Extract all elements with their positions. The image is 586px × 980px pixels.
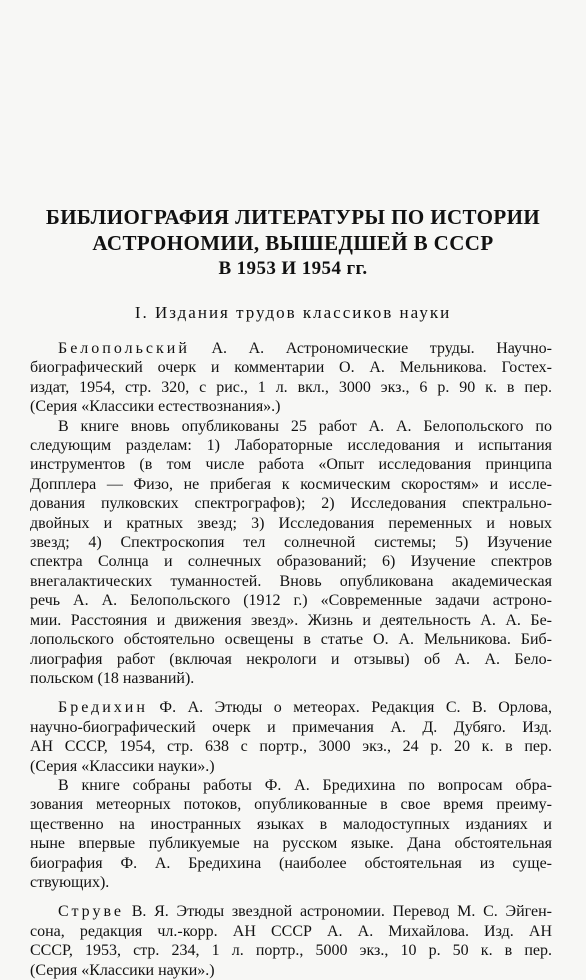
entry-citation-text: А. А. Астрономические труды. Научно- (189, 340, 552, 357)
annotation-line: речь А. А. Белопольского (1912 г.) «Современные задачи астроно- (30, 592, 552, 610)
section-heading: I. Издания трудов классиков науки (134, 303, 452, 322)
annotation-line: мии. Расстояния и движения звезд». Жизнь и деятельность А. А. Бе- (30, 611, 552, 629)
entry-first-line (30, 339, 552, 358)
entry-author: Белопольский (58, 340, 190, 357)
document-title (0, 204, 586, 282)
entry-first-line (30, 902, 552, 921)
annotation-line: биография Ф. А. Бредихина (наиболее обстоятельная из суще- (30, 854, 552, 872)
entry-first-line (30, 698, 552, 717)
entry-citation-line: издат, 1954, стр. 320, с рис., 1 л. вкл., 3000 экз., 6 р. 90 к. в пер. (30, 378, 552, 396)
entry-citation-line: (Серия «Классики науки».) (30, 757, 215, 775)
entry-gap (30, 688, 552, 698)
annotation-line: спектра Солнца и солнечных образований; 6) Изучение спектров (30, 553, 552, 571)
annotation-line: инструментов (в том числе работа «Опыт исследования принципа (30, 456, 552, 474)
bibliography-entry (30, 902, 552, 980)
annotation-line: двойных и кратных звезд; 3) Исследования переменных и новых (30, 514, 552, 532)
entry-citation-line: (Серия «Классики естествознания».) (30, 398, 281, 416)
entry-citation-text: В. Я. Этюды звездной астрономии. Перевод М. С. Эйген- (124, 903, 552, 921)
entry-citation-line: биографический очерк и комментарии О. А. Мельникова. Гостех- (30, 359, 552, 377)
annotation-line: польском (18 названий). (30, 669, 195, 687)
title-line-3: В 1953 И 1954 гг. (218, 258, 368, 279)
entry-citation-line: АН СССР, 1954, стр. 638 с портр., 3000 экз., 24 р. 20 к. в пер. (30, 738, 552, 756)
entry-author: Бредихин (58, 699, 148, 717)
annotation-line: лопольского обстоятельно освещены в статье О. А. Мельникова. Биб- (30, 631, 552, 649)
entry-author: Струве (58, 903, 124, 921)
annotation-line: В книге собраны работы Ф. А. Бредихина по вопросам обра- (58, 776, 552, 794)
bibliography-entry (30, 339, 552, 688)
annotation-line: ствующих). (30, 873, 110, 891)
annotation-line: звезд; 4) Спектроскопия тел солнечной системы; 5) Изучение (30, 534, 552, 552)
annotation-line: В книге вновь опубликованы 25 работ А. А. Белопольского по (58, 417, 552, 435)
annotation-line: зования метеорных потоков, опубликованные в свое время преиму- (30, 796, 552, 814)
bibliography-body (30, 339, 552, 980)
annotation-line: лиография работ (включая некрологи и отзывы) об А. А. Бело- (30, 650, 552, 668)
entry-gap (30, 892, 552, 902)
bibliography-entry (30, 698, 552, 892)
title-line-2: АСТРОНОМИИ, ВЫШЕДШЕЙ В СССР (92, 231, 494, 255)
annotation-line: ныне впервые публикуемые на русском языке. Дана обстоятельная (30, 835, 552, 853)
entry-citation-line: СССР, 1953, стр. 234, 1 л. портр., 5000 экз., 10 р. 50 к. в пер. (30, 942, 552, 960)
annotation-line: следующим разделам: 1) Лабораторные исследования и испытания (30, 437, 552, 455)
annotation-line: внегалактических туманностей. Вновь опубликована академическая (30, 572, 552, 590)
annotation-line: щественно на иностранных языках в малодоступных изданиях и (30, 815, 552, 833)
entry-citation-text: Ф. А. Этюды о метеорах. Редакция С. В. Орлова, (147, 699, 552, 717)
annotation-line: Допплера — Физо, не прибегая к космическим скоростям» и иссле- (30, 475, 552, 493)
entry-citation-line: сона, редакция чл.-корр. АН СССР А. А. Михайлова. Изд. АН (30, 922, 552, 940)
annotation-line: дования пулковских спектрографов); 2) Исследования спектрально- (30, 495, 552, 513)
entry-citation-line: (Серия «Классики науки».) (30, 961, 215, 979)
entry-citation-line: научно-биографический очерк и примечания А. Д. Дубяго. Изд. (30, 718, 552, 736)
title-line-1: БИБЛИОГРАФИЯ ЛИТЕРАТУРЫ ПО ИСТОРИИ (45, 205, 541, 229)
